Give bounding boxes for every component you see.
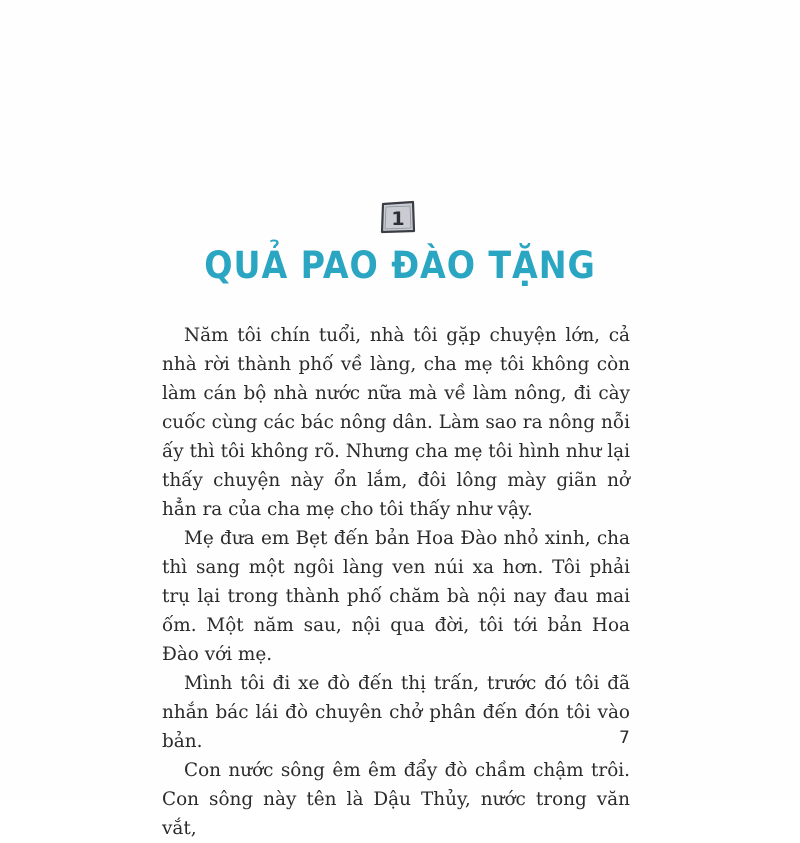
chapter-badge-icon [380, 200, 416, 234]
chapter-number-badge [380, 200, 416, 234]
page-number: 7 [619, 728, 630, 748]
paragraph: Mẹ đưa em Bẹt đến bản Hoa Đào nhỏ xinh, cha thì sang một ngôi làng ven núi xa hơn. Tôi phải trụ lại trong thành phố chăm bà nội nay đau mai ốm. Một năm sau, nội qua đời, tôi tới bản Hoa Đào với mẹ. [162, 528, 630, 665]
chapter-title: QUẢ PAO ĐÀO TẶNG [204, 244, 596, 287]
paragraph: Mình tôi đi xe đò đến thị trấn, trước đó tôi đã nhắn bác lái đò chuyên chở phân đến đón tôi vào bản. [162, 673, 630, 752]
chapter-number: 1 [391, 208, 405, 230]
body-text [162, 321, 630, 843]
paragraph: Con nước sông êm êm đẩy đò chầm chậm trôi. Con sông này tên là Dậu Thủy, nước trong văn vắt, [162, 760, 630, 839]
paragraph: Năm tôi chín tuổi, nhà tôi gặp chuyện lớn, cả nhà rời thành phố về làng, cha mẹ tôi không còn làm cán bộ nhà nước nữa mà về làm nông, đi cày cuốc cùng các bác nông dân. Làm sao ra nông nỗi ấy thì tôi không rõ. Nhưng cha mẹ tôi hình như lại thấy chuyện này ổn lắm, đôi lông mày giãn nở hẳn ra của cha mẹ cho tôi thấy như vậy. [162, 325, 630, 520]
